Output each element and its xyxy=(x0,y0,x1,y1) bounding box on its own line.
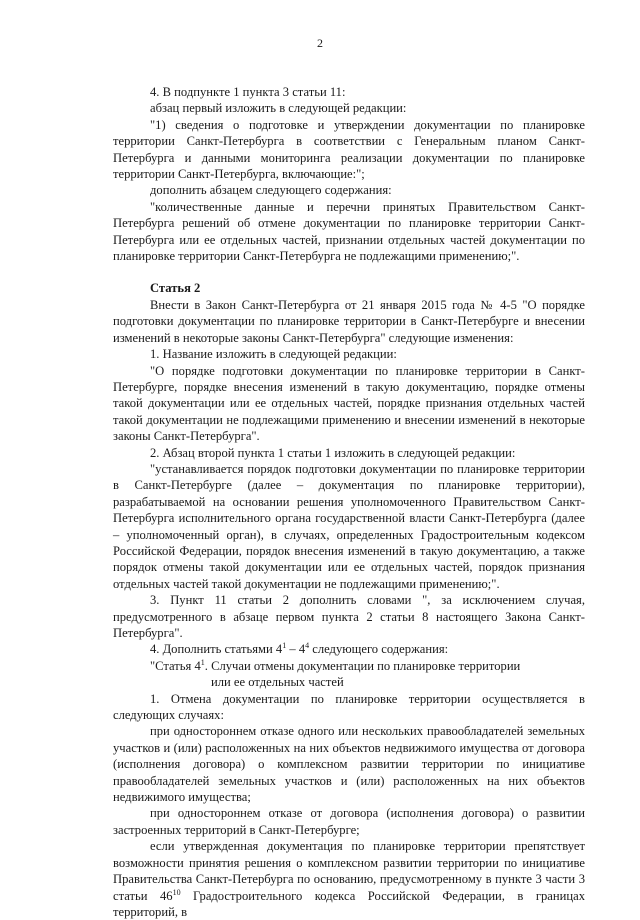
text-run: . Случаи отмены документации по планировке территории xyxy=(204,658,521,673)
superscript: 4 xyxy=(305,641,310,651)
document-body xyxy=(113,84,585,920)
paragraph: "О порядке подготовки документации по планировке территории в Санкт-Петербурге, порядке внесения изменений в такую документацию, порядке отмены такой документации или ее отдельных частей, порядке признания отдельных частей такой документации не подлежащими применению и внесении изменений в некоторые законы Санкт-Петербурга". xyxy=(113,363,585,444)
page-number: 2 xyxy=(317,36,323,50)
paragraph: при одностороннем отказе от договора (исполнения договора) о развитии застроенных территорий в Санкт-Петербурге; xyxy=(113,806,585,837)
paragraph: 3. Пункт 11 статьи 2 дополнить словами ", за исключением случая, предусмотренного в абзаце первом пункта 2 статьи 8 настоящего Закона Санкт-Петербурга". xyxy=(113,593,585,640)
paragraph xyxy=(113,838,585,920)
text-run: "Статья 4 xyxy=(150,658,201,673)
spacer xyxy=(113,264,585,280)
paragraph: 4. В подпункте 1 пункта 3 статьи 11: xyxy=(150,85,346,99)
superscript: 1 xyxy=(282,641,287,651)
paragraph: абзац первый изложить в следующей редакции: xyxy=(150,101,407,116)
text-run: 4. Дополнить статьями 4 xyxy=(150,642,283,657)
text-run: – 4 xyxy=(286,642,306,657)
paragraph: 1. Название изложить в следующей редакции: xyxy=(150,347,397,362)
paragraph: "1) сведения о подготовке и утверждении документации по планировке территории Санкт-Петербурга в соответствии с Генеральным планом Санкт-Петербурга и данными мониторинга реализации документации по планировке территории Санкт-Петербурга, включающие:"; xyxy=(113,117,585,182)
text-run: если утвержденная документация по планировке территории препятствует возможности принятия решения о комплексном развитии территории по инициативе Правительства Санкт-Петербурга по основанию, предусмотренному в пункте 3 части 3 статьи 46 xyxy=(113,839,585,903)
paragraph: "устанавливается порядок подготовки документации по планировке территории в Санкт-Петербурге (далее – документация по планировке территории), разрабатываемой на основании решения уполномоченного Правительством Санкт-Петербурга исполнительного органа государственной власти Санкт-Петербурга (далее – уполномоченный орган), в случаях, определенных Градостроительным кодексом Российской Федерации, порядок внесения изменений в такую документацию, а также порядок отмены такой документации или ее отдельных частей, порядок признания отдельных частей такой документации не подлежащими применению;". xyxy=(113,461,585,591)
text-run: Градостроительного кодекса Российской Федерации, в границах территорий, в xyxy=(113,888,585,919)
paragraph: при одностороннем отказе одного или нескольких правообладателей земельных участков и (или) расположенных на них объектов недвижимого имущества от договора (исполнения договора) о комплексном развитии территории по инициативе правообладателей земельных участков и (или) расположенных на них объектов недвижимого имущества; xyxy=(113,724,585,805)
text-run: следующего содержания: xyxy=(309,642,449,657)
paragraph: дополнить абзацем следующего содержания: xyxy=(150,183,392,198)
superscript: 1 xyxy=(200,657,205,667)
paragraph xyxy=(113,641,585,657)
article-heading: Статья 2 xyxy=(150,281,201,296)
paragraph: "количественные данные и перечни принятых Правительством Санкт-Петербурга решений об отмене документации по планировке территории Санкт-Петербурга или ее отдельных частей, признании отдельных частей документации по планировке территории Санкт-Петербурга не подлежащими применению;". xyxy=(113,199,585,264)
article-title-continuation: или ее отдельных частей xyxy=(211,675,344,690)
article-title xyxy=(113,658,585,674)
paragraph: 1. Отмена документации по планировке территории осуществляется в следующих случаях: xyxy=(113,691,585,723)
paragraph: 2. Абзац второй пункта 1 статьи 1 изложить в следующей редакции: xyxy=(150,445,516,460)
paragraph: Внести в Закон Санкт-Петербурга от 21 января 2015 года № 4-5 "О порядке подготовки документации по планировке территории в Санкт-Петербурге и внесении изменений в некоторые законы Санкт-Петербурга" следующие изменения: xyxy=(113,297,585,345)
superscript: 10 xyxy=(172,887,181,897)
